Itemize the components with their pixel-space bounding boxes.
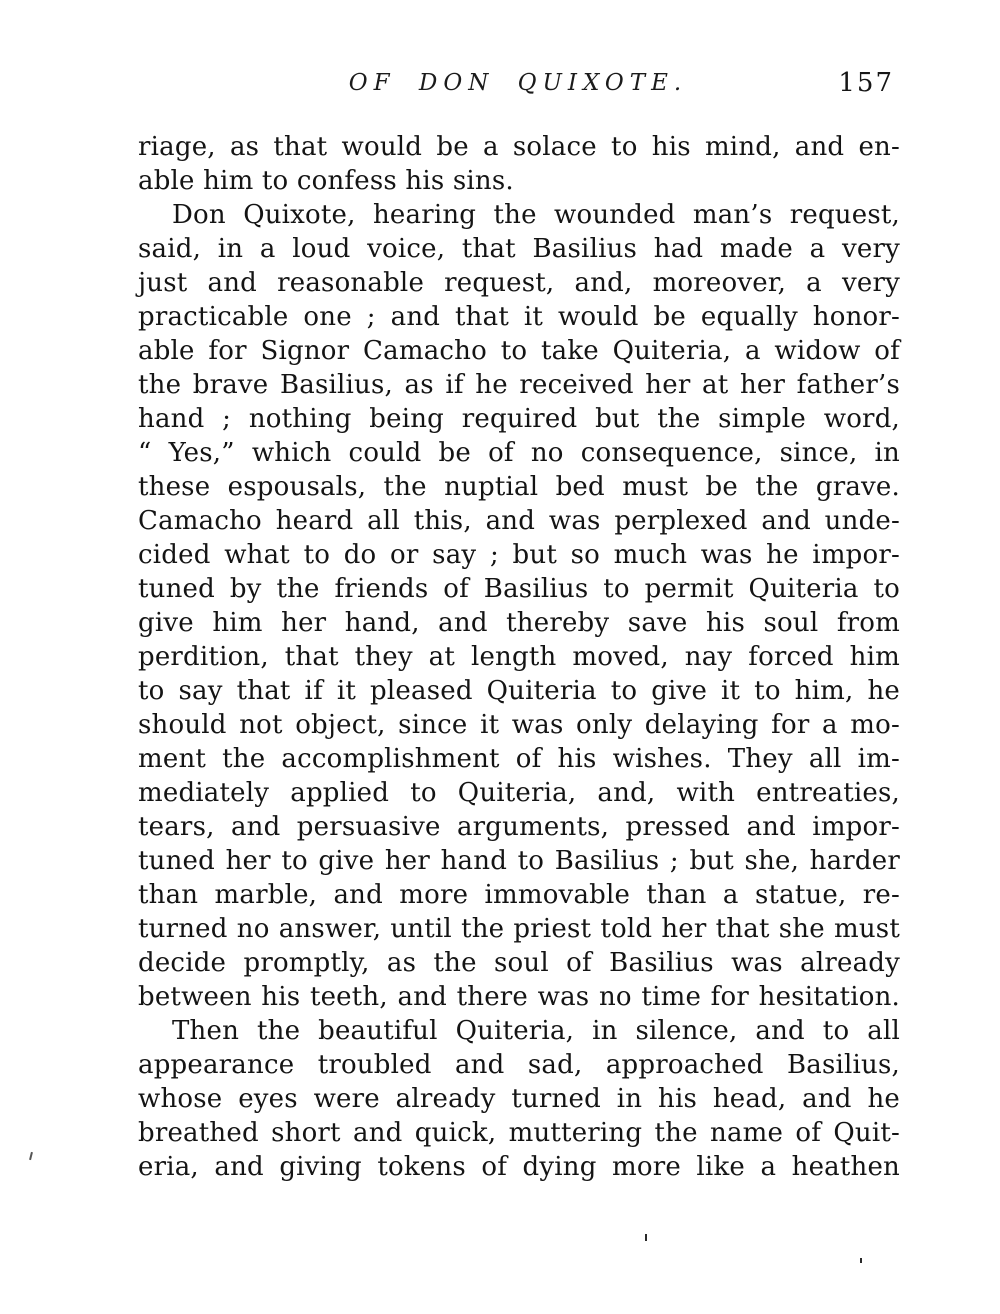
- text-line: riage, as that would be a solace to his mind, and en-: [138, 132, 900, 162]
- text-line: these espousals, the nuptial bed must be the grave.: [138, 472, 900, 502]
- scan-artifact: [645, 1234, 647, 1241]
- text-line: Then the beautiful Quiteria, in silence, and to all: [172, 1016, 900, 1046]
- text-line: breathed short and quick, muttering the name of Quit-: [138, 1118, 900, 1148]
- text-line: said, in a loud voice, that Basilius had made a very: [138, 234, 900, 264]
- text-line: tuned her to give her hand to Basilius ; but she, harder: [138, 846, 900, 876]
- text-line: able for Signor Camacho to take Quiteria, a widow of: [138, 336, 900, 366]
- page-body: [138, 130, 900, 1184]
- page-header: [138, 70, 898, 104]
- text-line: whose eyes were already turned in his head, and he: [138, 1084, 900, 1114]
- text-line: decide promptly, as the soul of Basilius was already: [138, 948, 900, 978]
- text-line: appearance troubled and sad, approached Basilius,: [138, 1050, 900, 1080]
- text-line: between his teeth, and there was no time for hesitation.: [138, 982, 900, 1012]
- text-line: give him her hand, and thereby save his soul from: [138, 608, 900, 638]
- text-line: cided what to do or say ; but so much was he impor-: [138, 540, 900, 570]
- text-line: tuned by the friends of Basilius to permit Quiteria to: [138, 574, 900, 604]
- text-line: mediately applied to Quiteria, and, with entreaties,: [138, 778, 900, 808]
- text-line: than marble, and more immovable than a statue, re-: [138, 880, 900, 910]
- page-number: 157: [838, 68, 894, 98]
- text-line: eria, and giving tokens of dying more like a heathen: [138, 1152, 900, 1182]
- text-line: Don Quixote, hearing the wounded man’s request,: [172, 200, 900, 230]
- text-line: to say that if it pleased Quiteria to give it to him, he: [138, 676, 900, 706]
- text-line: “ Yes,” which could be of no consequence, since, in: [138, 438, 900, 468]
- text-line: should not object, since it was only delaying for a mo-: [138, 710, 900, 740]
- text-line: Camacho heard all this, and was perplexed and unde-: [138, 506, 900, 536]
- text-line: able him to confess his sins.: [138, 166, 514, 196]
- text-line: tears, and persuasive arguments, pressed and impor-: [138, 812, 900, 842]
- scan-artifact: [29, 1152, 33, 1160]
- text-line: practicable one ; and that it would be equally honor-: [138, 302, 900, 332]
- running-title: OF DON QUIXOTE.: [348, 70, 688, 96]
- text-line: hand ; nothing being required but the simple word,: [138, 404, 900, 434]
- scan-artifact: [860, 1258, 862, 1263]
- text-line: ment the accomplishment of his wishes. They all im-: [138, 744, 900, 774]
- text-line: just and reasonable request, and, moreover, a very: [138, 268, 900, 298]
- text-line: turned no answer, until the priest told her that she must: [138, 914, 900, 944]
- text-line: the brave Basilius, as if he received her at her father’s: [138, 370, 900, 400]
- text-line: perdition, that they at length moved, nay forced him: [138, 642, 900, 672]
